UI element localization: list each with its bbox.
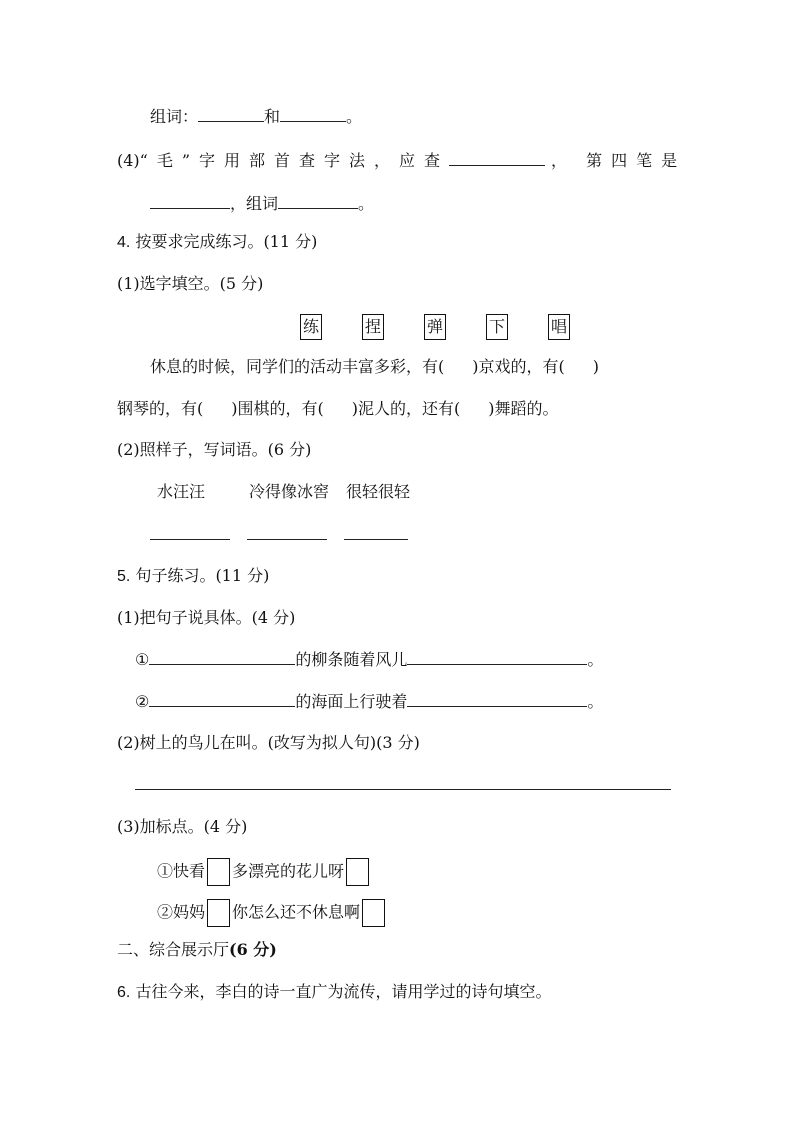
question-text: 第四笔是 — [586, 151, 687, 170]
q4-heading — [117, 232, 317, 253]
q5-heading — [117, 566, 269, 587]
answer-blank[interactable] — [150, 524, 230, 540]
char-option: 练 — [300, 314, 322, 340]
answer-blank[interactable] — [198, 106, 264, 122]
text: ②妈妈 — [157, 902, 206, 922]
item-mark: ① — [135, 650, 150, 669]
text: 你怎么还不休息啊 — [232, 902, 361, 922]
subquestion-title: (3)加标点。(4 分) — [117, 817, 248, 836]
answer-blank[interactable] — [407, 649, 587, 665]
text: 。 — [346, 107, 363, 126]
text: 。 — [587, 692, 604, 711]
fill-paragraph-line1 — [150, 357, 599, 377]
text: ) — [592, 357, 599, 376]
punctuation-item — [157, 899, 387, 927]
answer-blank[interactable] — [149, 691, 295, 707]
text: )舞蹈的。 — [488, 399, 559, 418]
example-word: 很轻很轻 — [346, 482, 411, 501]
punctuation-box[interactable] — [207, 858, 230, 886]
text: ①快看 — [157, 861, 206, 881]
rewrite-line — [135, 774, 671, 795]
text: 。 — [587, 650, 604, 669]
text: )围棋的，有( — [231, 399, 324, 418]
text: ，组词 — [230, 194, 279, 213]
answer-blank[interactable] — [135, 774, 671, 790]
subquestion-title: (1)把句子说具体。(4 分) — [117, 608, 296, 627]
q3-4-line — [117, 150, 686, 171]
sentence-item — [135, 691, 603, 712]
q3-4-line2 — [150, 193, 374, 214]
text: 的海面上行驶着 — [295, 692, 408, 711]
char-option: 下 — [486, 314, 508, 340]
char-option: 唱 — [548, 314, 570, 340]
section-title: 二、综合展示厅 — [117, 940, 230, 959]
text: 钢琴的，有( — [117, 399, 204, 418]
punctuation-box[interactable] — [362, 899, 385, 927]
answer-blank[interactable] — [150, 193, 230, 209]
text: ， — [551, 151, 577, 170]
text: 休息的时候，同学们的活动丰富多彩，有( — [150, 357, 445, 376]
question-number: 5. — [117, 568, 131, 585]
char-options — [280, 314, 590, 340]
char-option: 捏 — [362, 314, 384, 340]
subquestion-title: (2)树上的鸟儿在叫。(改写为拟人句)(3 分) — [117, 733, 420, 752]
label: 组词： — [150, 107, 199, 126]
sentence-item — [135, 649, 603, 670]
answer-blank[interactable] — [278, 193, 358, 209]
question-title: 句子练习。(11 分) — [135, 566, 270, 585]
item-mark: ② — [135, 692, 150, 711]
answer-blank[interactable] — [280, 106, 346, 122]
question-title: 按要求完成练习。(11 分) — [135, 232, 318, 251]
question-text: “毛”字用部首查字法，应查 — [139, 151, 450, 170]
text: 和 — [264, 107, 281, 126]
subquestion-title: (2)照样子，写词语。(6 分) — [117, 440, 312, 459]
section-heading — [117, 940, 277, 960]
text: 多漂亮的花儿呀 — [232, 861, 345, 881]
question-number: 6. — [117, 984, 131, 1001]
subquestion-title: (1)选字填空。(5 分) — [117, 274, 264, 293]
punctuation-box[interactable] — [207, 899, 230, 927]
punctuation-box[interactable] — [346, 858, 369, 886]
example-word: 水汪汪 — [157, 482, 206, 501]
answer-blank[interactable] — [449, 150, 545, 166]
example-word: 冷得像冰窖 — [249, 482, 330, 501]
item-number: (4) — [117, 151, 140, 170]
q3-word-line — [150, 106, 362, 127]
word-blanks — [150, 524, 408, 545]
text: 。 — [358, 194, 375, 213]
text: 的柳条随着风儿 — [295, 650, 408, 669]
punctuation-item — [157, 858, 371, 886]
answer-blank[interactable] — [407, 691, 587, 707]
section-score: (6 分) — [229, 940, 277, 959]
fill-paragraph-line2 — [117, 399, 559, 419]
text: )京戏的，有( — [472, 357, 565, 376]
answer-blank[interactable] — [344, 524, 408, 540]
char-option: 弹 — [424, 314, 446, 340]
q6-heading — [117, 982, 551, 1003]
question-text: 古往今来，李白的诗一直广为流传，请用学过的诗句填空。 — [135, 982, 552, 1001]
answer-blank[interactable] — [149, 649, 295, 665]
question-number: 4. — [117, 234, 131, 251]
text: )泥人的，还有( — [351, 399, 461, 418]
answer-blank[interactable] — [247, 524, 327, 540]
